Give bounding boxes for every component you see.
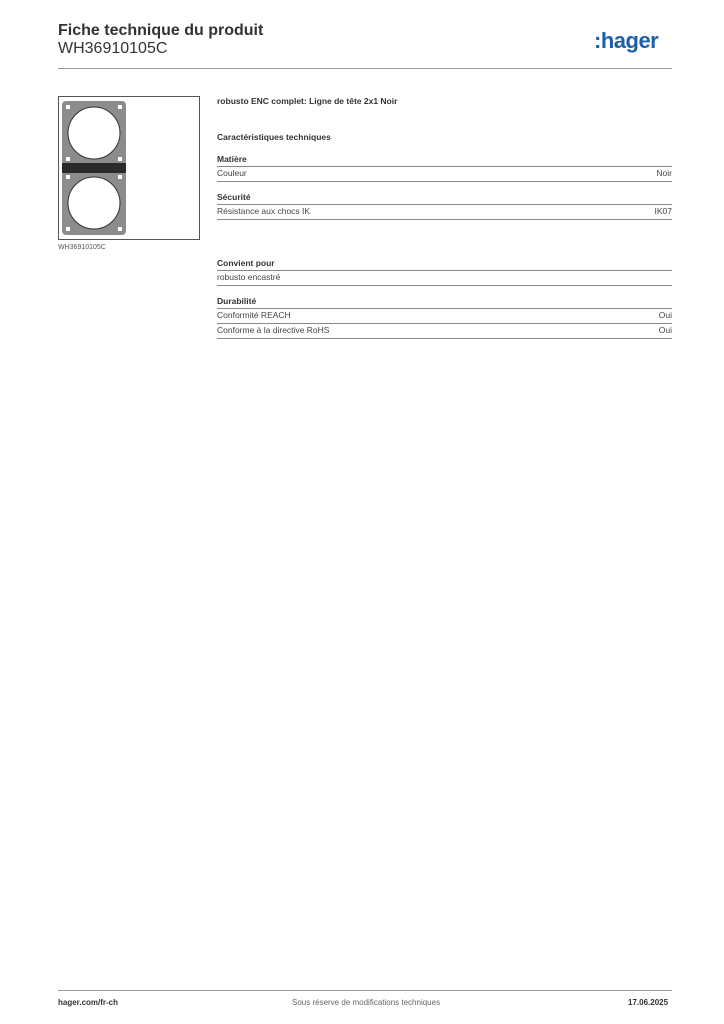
hager-logo: :hager: [594, 28, 659, 53]
image-caption: WH36910105C: [58, 244, 106, 251]
spec-row: [217, 271, 672, 286]
footer-date: 17.06.2025: [628, 998, 669, 1007]
product-code: WH36910105C: [58, 40, 168, 57]
group-title-durabilite: Durabilité: [217, 296, 672, 309]
section-title: Caractéristiques techniques: [217, 132, 331, 142]
page-title: Fiche technique du produit: [58, 22, 264, 39]
spec-label: Couleur: [217, 168, 247, 178]
product-image: [58, 96, 200, 240]
spec-value: IK07: [654, 206, 672, 216]
spec-value: Noir: [656, 168, 672, 178]
spec-label: Conformité REACH: [217, 310, 291, 320]
footer-notice: Sous réserve de modifications techniques: [292, 998, 441, 1007]
spec-value: Oui: [658, 325, 672, 335]
spec-label: Conforme à la directive RoHS: [217, 325, 330, 335]
product-description: robusto ENC complet: Ligne de tête 2x1 Noir: [217, 96, 398, 106]
spec-label: robusto encastré: [217, 272, 281, 282]
group-title-securite: Sécurité: [217, 192, 672, 205]
spec-content: [217, 96, 672, 339]
footer-divider: [58, 990, 672, 991]
spec-value: Oui: [658, 310, 672, 320]
footer-website: hager.com/fr-ch: [58, 998, 119, 1007]
group-title-convient: Convient pour: [217, 258, 672, 271]
spec-row: [217, 309, 672, 324]
spec-row: [217, 324, 672, 339]
spec-row: [217, 205, 672, 220]
group-title-matiere: Matière: [217, 154, 672, 167]
spec-row: [217, 167, 672, 182]
header-divider: [58, 68, 672, 69]
spec-label: Résistance aux chocs IK: [217, 206, 311, 216]
double-frame-icon: [59, 97, 199, 239]
